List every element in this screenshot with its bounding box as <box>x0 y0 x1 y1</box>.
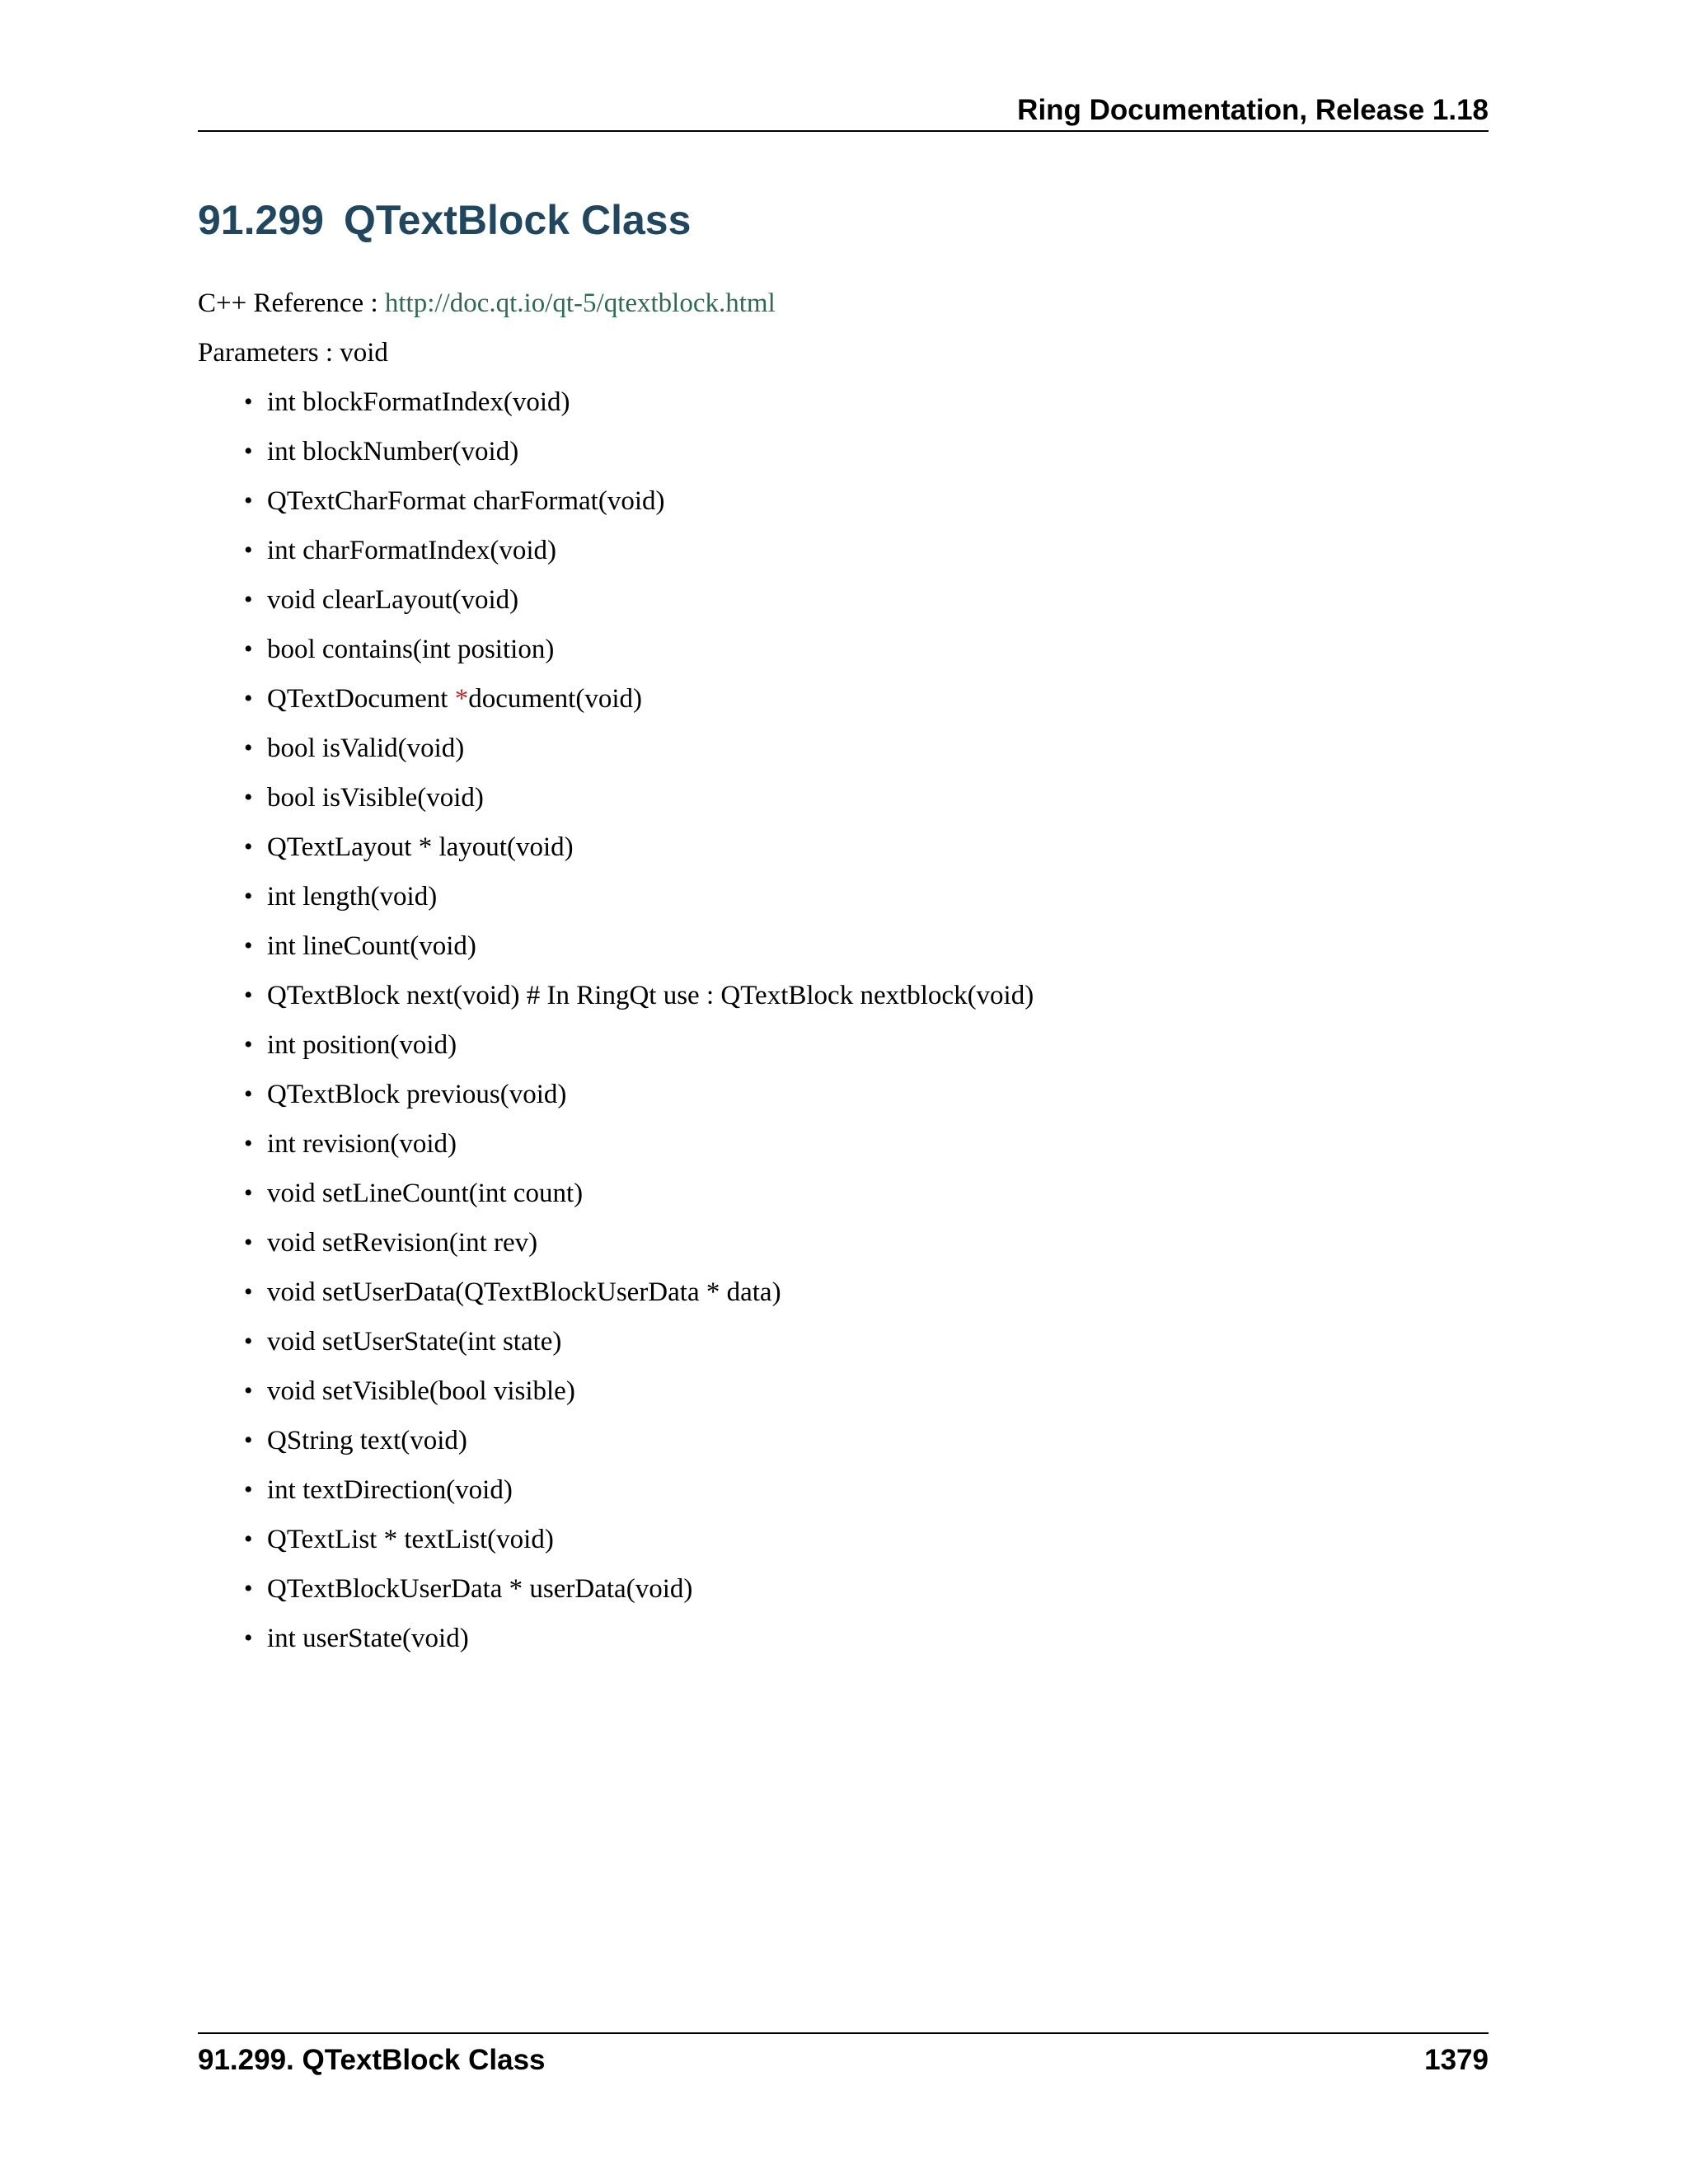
method-signature: void setRevision(int rev) <box>267 1228 538 1258</box>
method-signature: bool isValid(void) <box>267 733 465 763</box>
method-signature-part: QTextDocument <box>267 684 455 714</box>
section-title-text: QTextBlock Class <box>343 197 692 243</box>
bullet-icon: • <box>244 1278 253 1305</box>
bullet-icon: • <box>244 635 253 663</box>
bullet-icon: • <box>244 883 253 910</box>
bullet-icon: • <box>244 685 253 712</box>
bullet-icon: • <box>244 1130 253 1157</box>
cpp-reference-line <box>198 285 776 321</box>
bullet-icon: • <box>244 1328 253 1355</box>
section-number: 91.299 <box>198 197 324 243</box>
footer-divider <box>198 2032 1489 2034</box>
bullet-icon: • <box>244 1080 253 1108</box>
method-signature: void clearLayout(void) <box>267 585 519 615</box>
method-signature: bool contains(int position) <box>267 635 555 664</box>
method-signature: int charFormatIndex(void) <box>267 536 556 565</box>
method-signature: int blockFormatIndex(void) <box>267 387 570 417</box>
method-signature: int userState(void) <box>267 1624 469 1653</box>
section-heading <box>198 191 691 249</box>
method-signature: int blockNumber(void) <box>267 437 519 466</box>
footer-page-number: 1379 <box>1424 2044 1489 2076</box>
method-signature: int length(void) <box>267 882 438 912</box>
pointer-star: * <box>454 684 469 714</box>
method-signature: QString text(void) <box>267 1426 467 1455</box>
bullet-icon: • <box>244 1179 253 1207</box>
method-signature: QTextLayout * layout(void) <box>267 832 574 862</box>
method-signature: int position(void) <box>267 1030 457 1060</box>
method-signature: void setLineCount(int count) <box>267 1179 584 1208</box>
bullet-icon: • <box>244 784 253 811</box>
bullet-icon: • <box>244 1229 253 1256</box>
cpp-reference-label: C++ Reference : <box>198 288 385 318</box>
method-signature: QTextList * textList(void) <box>267 1525 554 1554</box>
bullet-icon: • <box>244 932 253 959</box>
bullet-icon: • <box>244 982 253 1009</box>
footer-section-label: 91.299. QTextBlock Class <box>198 2044 546 2076</box>
bullet-icon: • <box>244 734 253 762</box>
parameters-line: Parameters : void <box>198 338 388 368</box>
bullet-icon: • <box>244 1377 253 1404</box>
method-signature: void setUserData(QTextBlockUserData * data) <box>267 1277 781 1307</box>
bullet-icon: • <box>244 487 253 514</box>
bullet-icon: • <box>244 1624 253 1652</box>
bullet-icon: • <box>244 1427 253 1454</box>
method-signature: QTextCharFormat charFormat(void) <box>267 486 665 516</box>
bullet-icon: • <box>244 833 253 860</box>
method-signature: int lineCount(void) <box>267 931 476 961</box>
bullet-icon: • <box>244 537 253 564</box>
method-signature: int textDirection(void) <box>267 1475 513 1505</box>
method-signature: void setUserState(int state) <box>267 1327 562 1357</box>
method-signature: int revision(void) <box>267 1129 457 1159</box>
cpp-reference-link[interactable]: http://doc.qt.io/qt-5/qtextblock.html <box>384 288 776 318</box>
bullet-icon: • <box>244 1476 253 1503</box>
bullet-icon: • <box>244 1575 253 1602</box>
bullet-icon: • <box>244 1526 253 1553</box>
method-signature-part: document(void) <box>468 684 642 714</box>
method-signature: QTextBlock next(void) # In RingQt use : QTextBlock nextblock(void) <box>267 981 1034 1010</box>
method-signature: bool isVisible(void) <box>267 783 484 813</box>
running-header: Ring Documentation, Release 1.18 <box>1017 94 1489 126</box>
method-signature: QTextBlockUserData * userData(void) <box>267 1574 693 1604</box>
method-signature <box>267 681 642 717</box>
bullet-icon: • <box>244 388 253 415</box>
bullet-icon: • <box>244 438 253 465</box>
bullet-icon: • <box>244 586 253 613</box>
method-signature: void setVisible(bool visible) <box>267 1376 575 1406</box>
method-signature: QTextBlock previous(void) <box>267 1080 567 1109</box>
header-divider <box>198 130 1489 132</box>
bullet-icon: • <box>244 1031 253 1058</box>
